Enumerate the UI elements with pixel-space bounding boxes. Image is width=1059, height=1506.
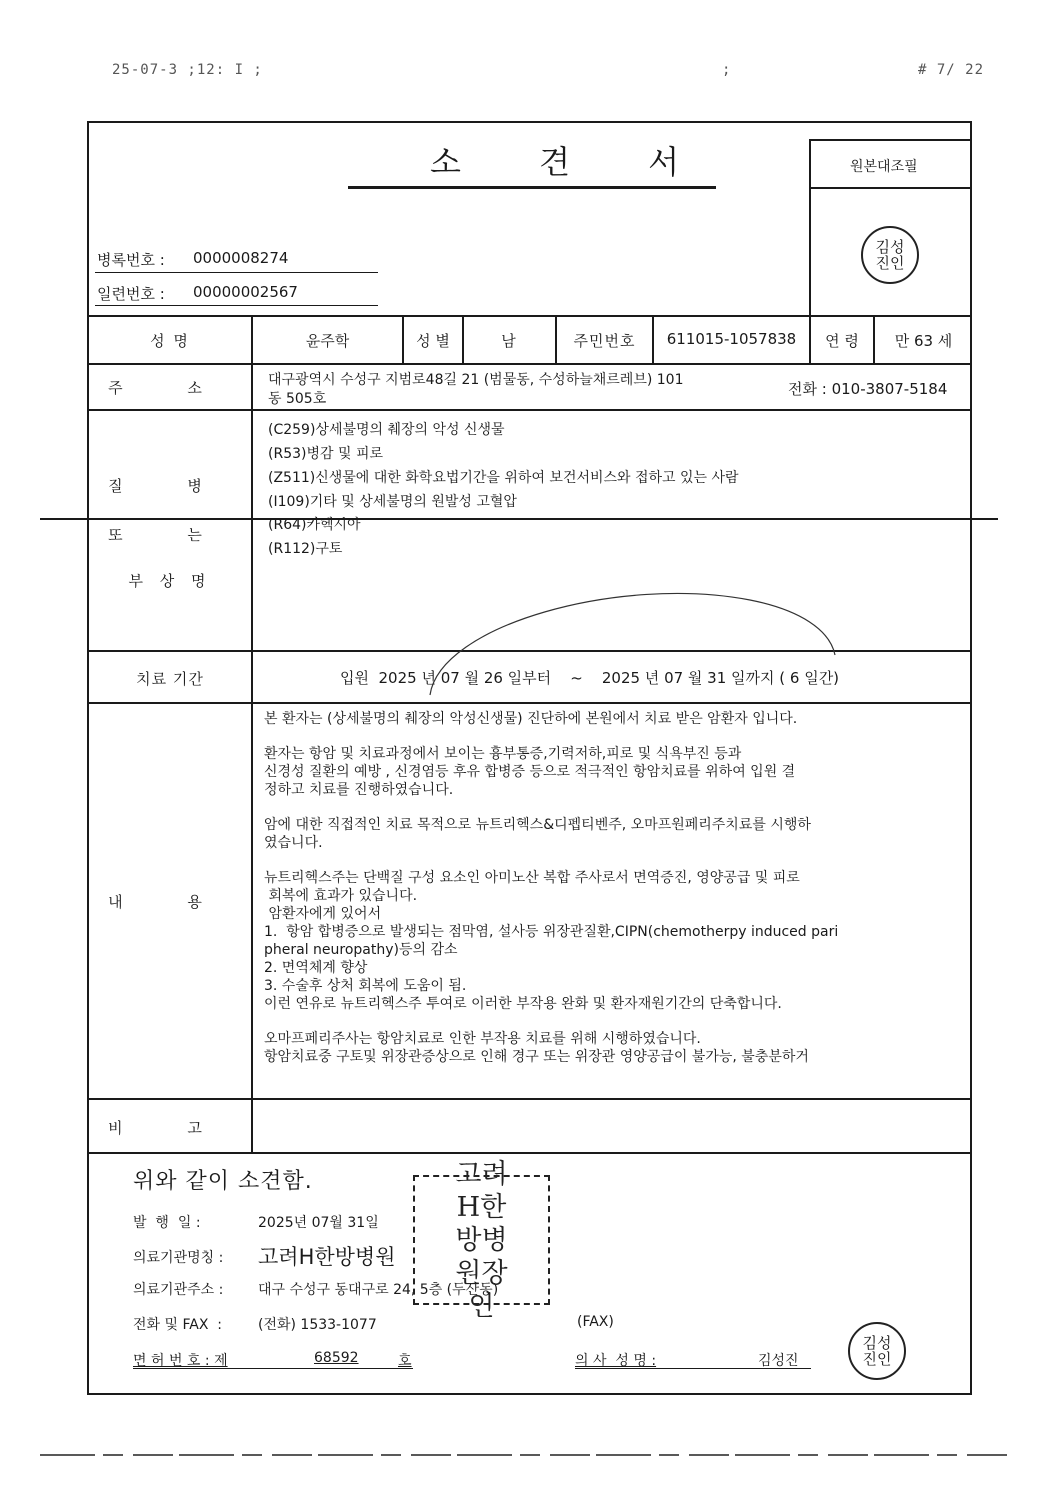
issue-date-label: 발 행 일 : <box>133 1215 201 1231</box>
table-label-column-border <box>251 315 253 1152</box>
patient-age: 만 63 세 <box>894 332 953 350</box>
diagnosis-item: (I109)기타 및 상세불명의 원발성 고혈압 <box>268 494 517 510</box>
content-line: 2. 면역체계 향상 <box>264 960 368 976</box>
content-line: 뉴트리헥스주는 단백질 구성 요소인 아미노산 복합 주사로서 면역증진, 영양공급 및 피로 <box>264 870 800 886</box>
name-label: 성 명 <box>150 332 190 350</box>
content-line: 환자는 항암 및 치료과정에서 보이는 흉부통증,기력저하,피로 및 식욕부진 등과 <box>264 746 742 762</box>
patient-address-line2: 동 505호 <box>268 391 327 407</box>
seal-box-left-border <box>809 139 811 315</box>
content-body <box>264 710 838 1066</box>
ellipse-mark <box>420 585 850 725</box>
fax-page-number: # 7/ 22 <box>918 62 985 78</box>
diagnosis-label-2: 또 는 <box>108 526 232 544</box>
content-line: 신경성 질환의 예방 , 신경염등 후유 합병증 등으로 적극적인 항암치료를 위하여 입원 결 <box>264 764 796 780</box>
hospital-stamp <box>413 1158 550 1322</box>
address-label: 주 소 <box>108 379 232 397</box>
remarks-label: 비 고 <box>108 1119 232 1137</box>
patient-sex: 남 <box>501 332 518 350</box>
table-line-top <box>87 315 972 317</box>
content-line: 정하고 치료를 진행하였습니다. <box>264 782 454 798</box>
seal-box-top-border <box>809 139 972 141</box>
content-line: 회복에 효과가 있습니다. <box>264 888 418 904</box>
content-line: 암환자에게 있어서 <box>264 906 382 922</box>
document-title: 소 견 서 <box>430 143 714 181</box>
patient-name: 윤주학 <box>305 332 350 350</box>
doctor-seal-text: 김성진인 <box>875 238 905 272</box>
doctor-seal-text: 김성진인 <box>862 1334 892 1368</box>
chart-number: 0000008274 <box>193 249 289 267</box>
institution-address-label: 의료기관주소 : <box>133 1282 224 1298</box>
institution-name-label: 의료기관명칭 : <box>133 1250 224 1266</box>
content-label: 내 용 <box>108 893 232 911</box>
diagnosis-item: (R53)병감 및 피로 <box>268 446 383 462</box>
chart-number-underline <box>95 272 378 273</box>
content-line: 본 환자는 (상세불명의 췌장의 악성신생물) 진단하에 본원에서 치료 받은 암환자 입니다. <box>264 711 798 727</box>
table-line-remarks-row <box>87 1152 972 1154</box>
diagnosis-item: (Z511)신생물에 대한 화학요법기간을 위하여 보건서비스와 접하고 있는 사람 <box>268 470 739 486</box>
content-line: pheral neuropathy)등의 감소 <box>264 942 458 958</box>
institution-name: 고려H한방병원 <box>258 1245 396 1269</box>
hospital-stamp-text: 고려H한방병원장인 <box>455 1158 508 1322</box>
age-label: 연 령 <box>825 332 859 350</box>
footer-statement: 위와 같이 소견함. <box>133 1169 313 1194</box>
license-number-suffix: 호 <box>398 1353 412 1369</box>
institution-fax: (FAX) <box>577 1314 614 1330</box>
doctor-name: 김성진 <box>758 1353 799 1369</box>
diagnosis-item: (R112)구토 <box>268 541 343 557</box>
content-line: 오마프페리주사는 항암치료로 인한 부작용 치료를 위해 시행하였습니다. <box>264 1031 701 1047</box>
content-line: 1. 항암 합병증으로 발생되는 점막염, 설사등 위장관질환,CIPN(chemotherpy induced pari <box>264 924 839 940</box>
diagnosis-label-1: 질 병 <box>108 477 232 495</box>
content-line: 항암치료중 구토및 위장관증상으로 인해 경구 또는 위장관 영양공급이 불가능, 불충분하거 <box>264 1049 809 1065</box>
chart-number-label: 병록번호 : <box>97 251 165 269</box>
diagnosis-item: (C259)상세불명의 췌장의 악성 신생물 <box>268 422 505 438</box>
content-line: 3. 수술후 상처 회복에 도움이 됨. <box>264 978 467 994</box>
treatment-period: 입원 2025 년 07 월 26 일부터 ~ 2025 년 07 월 31 일까지 ( 6 일간) <box>340 669 840 687</box>
fax-separator: ; <box>722 62 732 78</box>
diagnosis-label-3: 부 상 명 <box>128 572 212 590</box>
content-line: 암에 대한 직접적인 치료 목적으로 뉴트리헥스&디펩티벤주, 오마프원페리주치료를 시행하 <box>264 817 811 833</box>
patient-address-line1: 대구광역시 수성구 지범로48길 21 (범물동, 수성하늘채르레브) 101 <box>268 372 684 388</box>
table-line-name-row <box>87 363 972 365</box>
table-line-address-row <box>87 409 972 411</box>
doctor-seal-bottom <box>848 1322 906 1380</box>
treatment-period-label: 치료 기간 <box>136 670 204 688</box>
sex-label: 성 별 <box>416 332 450 350</box>
fax-timestamp: 25-07-3 ;12: I ; <box>112 62 263 78</box>
fax-bottom-line <box>40 1450 1020 1460</box>
patient-id-number: 611015-1057838 <box>666 330 797 348</box>
content-line: 이런 연유로 뉴트리헥스주 투여로 이러한 부작용 완화 및 환자재원기간의 단축합니다. <box>264 996 782 1012</box>
license-number-label: 면 허 번 호 : 제 <box>133 1353 228 1369</box>
original-copy-label: 원본대조필 <box>850 159 918 175</box>
doctor-name-label: 의 사 성 명 : <box>575 1353 657 1369</box>
phone-fax-label: 전화 및 FAX : <box>133 1317 223 1333</box>
id-number-label: 주민번호 <box>573 332 636 350</box>
serial-number-underline <box>95 305 378 306</box>
serial-number: 00000002567 <box>193 283 298 301</box>
table-line-content-row <box>87 1098 972 1100</box>
title-underline <box>348 186 716 189</box>
institution-phone: (전화) 1533-1077 <box>258 1317 377 1333</box>
fax-strike-line <box>40 518 998 520</box>
serial-number-label: 일련번호 : <box>97 285 165 303</box>
issue-date: 2025년 07월 31일 <box>258 1215 379 1231</box>
doctor-seal-top <box>861 226 919 284</box>
doctor-name-underline <box>575 1368 811 1369</box>
diagnosis-item: (R64)카헥시아 <box>268 517 361 533</box>
patient-phone: 전화 : 010-3807-5184 <box>788 380 948 398</box>
license-number: 68592 <box>314 1350 359 1366</box>
license-underline <box>133 1368 413 1369</box>
seal-box-divider <box>809 187 972 189</box>
institution-address: 대구 수성구 동대구로 24, 5층 (두산동) <box>258 1282 499 1298</box>
content-line: 였습니다. <box>264 835 323 851</box>
